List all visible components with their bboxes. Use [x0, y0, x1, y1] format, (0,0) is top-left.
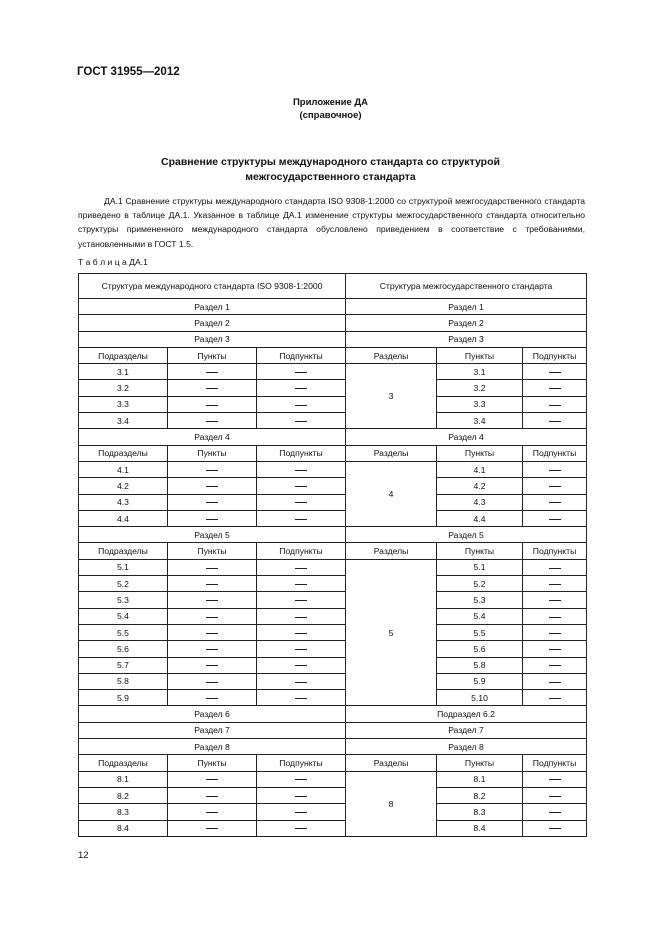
right-column-label: Подпункты [523, 347, 587, 363]
left-subsection-cell: 8.3 [79, 804, 168, 820]
left-column-label: Подразделы [79, 755, 168, 771]
left-section-cell: Раздел 3 [79, 331, 346, 347]
dash-mark [549, 665, 561, 666]
table-row [79, 673, 587, 689]
right-column-label: Подпункты [523, 543, 587, 559]
right-section-number-cell: 8 [346, 771, 437, 836]
table-row [79, 576, 587, 592]
left-subsection-cell: 3.1 [79, 364, 168, 380]
dash-mark [206, 405, 218, 406]
table-row [79, 380, 587, 396]
empty-dash-cell [168, 804, 257, 820]
table-row [79, 510, 587, 526]
right-section-cell: Раздел 3 [346, 331, 587, 347]
empty-dash-cell [168, 673, 257, 689]
left-section-cell: Раздел 4 [79, 429, 346, 445]
left-column-label: Подразделы [79, 445, 168, 461]
right-section-cell: Раздел 1 [346, 299, 587, 315]
left-column-label: Подразделы [79, 347, 168, 363]
dash-mark [549, 812, 561, 813]
empty-dash-cell [257, 396, 346, 412]
empty-dash-cell [257, 478, 346, 494]
right-column-label: Подпункты [523, 445, 587, 461]
left-subsection-cell: 5.6 [79, 641, 168, 657]
right-clause-cell: 3.1 [437, 364, 523, 380]
dash-mark [549, 698, 561, 699]
dash-mark [295, 698, 307, 699]
left-column-label: Подпункты [257, 347, 346, 363]
left-column-label: Пункты [168, 347, 257, 363]
empty-dash-cell [257, 820, 346, 836]
right-column-label: Подпункты [523, 755, 587, 771]
dash-mark [295, 600, 307, 601]
left-subsection-cell: 5.4 [79, 608, 168, 624]
left-subsection-cell: 5.3 [79, 592, 168, 608]
right-section-cell: Раздел 8 [346, 739, 587, 755]
left-column-label: Подпункты [257, 445, 346, 461]
dash-mark [206, 698, 218, 699]
left-subsection-cell: 4.1 [79, 461, 168, 477]
left-section-cell: Раздел 7 [79, 722, 346, 738]
left-section-cell: Раздел 5 [79, 527, 346, 543]
empty-dash-cell [523, 771, 587, 787]
right-clause-cell: 3.3 [437, 396, 523, 412]
left-subsection-cell: 5.1 [79, 559, 168, 575]
empty-dash-cell [257, 494, 346, 510]
structure-comparison-table [78, 273, 587, 837]
right-column-label: Разделы [346, 347, 437, 363]
empty-dash-cell [523, 804, 587, 820]
empty-dash-cell [168, 592, 257, 608]
dash-mark [295, 779, 307, 780]
dash-mark [206, 486, 218, 487]
right-clause-cell: 5.3 [437, 592, 523, 608]
section-row [79, 299, 587, 315]
empty-dash-cell [168, 559, 257, 575]
section-row [79, 429, 587, 445]
table-caption: Т а б л и ц а ДА.1 [78, 257, 148, 267]
section-row [79, 315, 587, 331]
dash-mark [549, 649, 561, 650]
left-column-label: Пункты [168, 445, 257, 461]
dash-mark [295, 519, 307, 520]
right-clause-cell: 8.4 [437, 820, 523, 836]
table-row [79, 608, 587, 624]
dash-mark [549, 486, 561, 487]
right-column-label: Разделы [346, 445, 437, 461]
dash-mark [206, 421, 218, 422]
right-clause-cell: 5.6 [437, 641, 523, 657]
empty-dash-cell [523, 364, 587, 380]
empty-dash-cell [257, 608, 346, 624]
left-section-cell: Раздел 1 [79, 299, 346, 315]
empty-dash-cell [168, 461, 257, 477]
empty-dash-cell [257, 413, 346, 429]
empty-dash-cell [168, 787, 257, 803]
dash-mark [549, 519, 561, 520]
right-clause-cell: 5.10 [437, 690, 523, 706]
right-structure-header: Структура межгосударственного стандарта [346, 274, 587, 299]
empty-dash-cell [168, 396, 257, 412]
column-label-row [79, 347, 587, 363]
empty-dash-cell [523, 690, 587, 706]
right-clause-cell: 5.1 [437, 559, 523, 575]
empty-dash-cell [523, 559, 587, 575]
empty-dash-cell [257, 771, 346, 787]
left-subsection-cell: 5.9 [79, 690, 168, 706]
table-row [79, 787, 587, 803]
empty-dash-cell [168, 608, 257, 624]
empty-dash-cell [257, 576, 346, 592]
dash-mark [206, 519, 218, 520]
section-row [79, 739, 587, 755]
empty-dash-cell [523, 673, 587, 689]
left-subsection-cell: 4.3 [79, 494, 168, 510]
left-structure-header: Структура международного стандарта ISO 9308-1:2000 [79, 274, 346, 299]
dash-mark [549, 502, 561, 503]
dash-mark [549, 421, 561, 422]
left-subsection-cell: 5.2 [79, 576, 168, 592]
left-column-label: Пункты [168, 755, 257, 771]
dash-mark [295, 568, 307, 569]
left-section-cell: Раздел 8 [79, 739, 346, 755]
table-row [79, 478, 587, 494]
left-subsection-cell: 8.4 [79, 820, 168, 836]
right-column-label: Пункты [437, 543, 523, 559]
empty-dash-cell [523, 478, 587, 494]
dash-mark [549, 405, 561, 406]
right-section-cell: Раздел 7 [346, 722, 587, 738]
dash-mark [206, 584, 218, 585]
empty-dash-cell [168, 624, 257, 640]
left-subsection-cell: 8.2 [79, 787, 168, 803]
right-section-cell: Раздел 2 [346, 315, 587, 331]
dash-mark [295, 617, 307, 618]
table-row [79, 461, 587, 477]
dash-mark [295, 486, 307, 487]
left-column-label: Пункты [168, 543, 257, 559]
empty-dash-cell [257, 592, 346, 608]
right-section-cell: Раздел 4 [346, 429, 587, 445]
dash-mark [549, 779, 561, 780]
right-clause-cell: 5.4 [437, 608, 523, 624]
table-row [79, 641, 587, 657]
empty-dash-cell [257, 804, 346, 820]
empty-dash-cell [523, 510, 587, 526]
empty-dash-cell [257, 380, 346, 396]
right-section-number-cell: 4 [346, 461, 437, 526]
left-subsection-cell: 4.2 [79, 478, 168, 494]
empty-dash-cell [523, 657, 587, 673]
dash-mark [206, 682, 218, 683]
left-column-label: Подпункты [257, 755, 346, 771]
right-clause-cell: 4.3 [437, 494, 523, 510]
empty-dash-cell [168, 478, 257, 494]
section-row [79, 331, 587, 347]
dash-mark [549, 828, 561, 829]
left-subsection-cell: 5.8 [79, 673, 168, 689]
empty-dash-cell [168, 413, 257, 429]
left-section-cell: Раздел 2 [79, 315, 346, 331]
dash-mark [295, 405, 307, 406]
empty-dash-cell [257, 364, 346, 380]
left-subsection-cell: 3.3 [79, 396, 168, 412]
dash-mark [206, 600, 218, 601]
dash-mark [549, 600, 561, 601]
dash-mark [295, 649, 307, 650]
empty-dash-cell [523, 608, 587, 624]
left-column-label: Подразделы [79, 543, 168, 559]
dash-mark [549, 470, 561, 471]
dash-mark [295, 828, 307, 829]
empty-dash-cell [523, 592, 587, 608]
table-row [79, 413, 587, 429]
right-clause-cell: 4.2 [437, 478, 523, 494]
table-row [79, 559, 587, 575]
empty-dash-cell [523, 787, 587, 803]
empty-dash-cell [257, 673, 346, 689]
dash-mark [549, 584, 561, 585]
left-column-label: Подпункты [257, 543, 346, 559]
left-section-cell: Раздел 6 [79, 706, 346, 722]
dash-mark [206, 470, 218, 471]
table-row [79, 592, 587, 608]
right-clause-cell: 8.3 [437, 804, 523, 820]
table-row [79, 804, 587, 820]
dash-mark [295, 584, 307, 585]
table-row [79, 657, 587, 673]
right-section-cell: Подраздел 6.2 [346, 706, 587, 722]
empty-dash-cell [523, 641, 587, 657]
right-column-label: Пункты [437, 445, 523, 461]
empty-dash-cell [257, 624, 346, 640]
appendix-heading [0, 96, 661, 122]
right-section-number-cell: 3 [346, 364, 437, 429]
table-row [79, 396, 587, 412]
empty-dash-cell [168, 494, 257, 510]
column-label-row [79, 543, 587, 559]
dash-mark [295, 470, 307, 471]
page-number: 12 [78, 850, 89, 861]
empty-dash-cell [257, 641, 346, 657]
left-subsection-cell: 5.5 [79, 624, 168, 640]
column-label-row [79, 755, 587, 771]
empty-dash-cell [523, 461, 587, 477]
empty-dash-cell [168, 380, 257, 396]
dash-mark [206, 388, 218, 389]
empty-dash-cell [257, 510, 346, 526]
dash-mark [295, 812, 307, 813]
empty-dash-cell [523, 396, 587, 412]
table-row [79, 624, 587, 640]
empty-dash-cell [523, 494, 587, 510]
dash-mark [549, 388, 561, 389]
left-subsection-cell: 3.2 [79, 380, 168, 396]
dash-mark [206, 796, 218, 797]
dash-mark [206, 502, 218, 503]
empty-dash-cell [523, 624, 587, 640]
dash-mark [295, 372, 307, 373]
right-clause-cell: 8.2 [437, 787, 523, 803]
right-clause-cell: 5.9 [437, 673, 523, 689]
empty-dash-cell [168, 771, 257, 787]
dash-mark [549, 682, 561, 683]
empty-dash-cell [257, 461, 346, 477]
section-title-line1: Сравнение структуры международного стандарта со структурой [161, 156, 500, 168]
dash-mark [206, 649, 218, 650]
section-row [79, 722, 587, 738]
dash-mark [295, 388, 307, 389]
dash-mark [206, 812, 218, 813]
right-clause-cell: 3.2 [437, 380, 523, 396]
table-row [79, 494, 587, 510]
dash-mark [295, 665, 307, 666]
dash-mark [295, 421, 307, 422]
dash-mark [549, 372, 561, 373]
dash-mark [549, 568, 561, 569]
table-row [79, 820, 587, 836]
empty-dash-cell [168, 820, 257, 836]
empty-dash-cell [523, 820, 587, 836]
empty-dash-cell [257, 787, 346, 803]
appendix-title: Приложение ДА [292, 97, 369, 108]
right-section-cell: Раздел 5 [346, 527, 587, 543]
table-header-row [79, 274, 587, 299]
right-clause-cell: 4.1 [437, 461, 523, 477]
empty-dash-cell [168, 576, 257, 592]
dash-mark [206, 779, 218, 780]
dash-mark [549, 617, 561, 618]
empty-dash-cell [523, 380, 587, 396]
empty-dash-cell [168, 510, 257, 526]
dash-mark [206, 828, 218, 829]
left-subsection-cell: 8.1 [79, 771, 168, 787]
empty-dash-cell [168, 364, 257, 380]
dash-mark [295, 633, 307, 634]
right-column-label: Пункты [437, 347, 523, 363]
right-clause-cell: 3.4 [437, 413, 523, 429]
dash-mark [549, 633, 561, 634]
dash-mark [295, 682, 307, 683]
table-row [79, 771, 587, 787]
empty-dash-cell [523, 576, 587, 592]
right-section-number-cell: 5 [346, 559, 437, 706]
section-title [0, 155, 661, 185]
right-clause-cell: 8.1 [437, 771, 523, 787]
dash-mark [295, 502, 307, 503]
appendix-subtitle: (справочное) [299, 110, 362, 121]
dash-mark [295, 796, 307, 797]
dash-mark [206, 665, 218, 666]
right-clause-cell: 5.8 [437, 657, 523, 673]
empty-dash-cell [257, 657, 346, 673]
left-subsection-cell: 4.4 [79, 510, 168, 526]
table-row [79, 690, 587, 706]
dash-mark [549, 796, 561, 797]
dash-mark [206, 633, 218, 634]
empty-dash-cell [523, 413, 587, 429]
right-column-label: Разделы [346, 755, 437, 771]
dash-mark [206, 617, 218, 618]
dash-mark [206, 372, 218, 373]
section-row [79, 706, 587, 722]
left-subsection-cell: 3.4 [79, 413, 168, 429]
right-clause-cell: 5.2 [437, 576, 523, 592]
right-clause-cell: 5.5 [437, 624, 523, 640]
table-row [79, 364, 587, 380]
empty-dash-cell [257, 559, 346, 575]
right-column-label: Пункты [437, 755, 523, 771]
empty-dash-cell [168, 690, 257, 706]
dash-mark [206, 568, 218, 569]
right-clause-cell: 4.4 [437, 510, 523, 526]
column-label-row [79, 445, 587, 461]
empty-dash-cell [257, 690, 346, 706]
empty-dash-cell [168, 641, 257, 657]
section-title-line2: межгосударственного стандарта [245, 171, 416, 183]
section-row [79, 527, 587, 543]
standard-number: ГОСТ 31955—2012 [77, 66, 180, 78]
empty-dash-cell [168, 657, 257, 673]
right-column-label: Разделы [346, 543, 437, 559]
left-subsection-cell: 5.7 [79, 657, 168, 673]
intro-paragraph: ДА.1 Сравнение структуры международного стандарта ISO 9308-1:2000 со структурой межгосударственного стандарта приведено в таблице ДА.1. Указанное в таблице ДА.1 изменение структуры межгосударственного стандарта относительно структуры примененного международного стандарта обусловлено приведением в соответствие с требованиями, установленными в ГОСТ 1.5. [78, 196, 585, 249]
